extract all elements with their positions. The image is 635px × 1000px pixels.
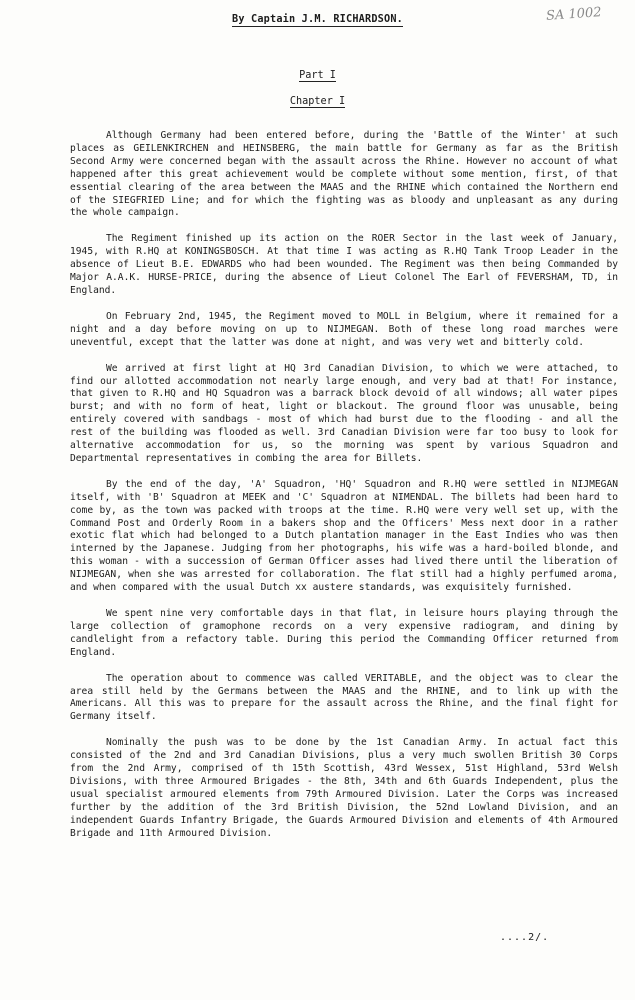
chapter-heading-text: Chapter I xyxy=(289,96,346,107)
paragraph-7: The operation about to commence was called VERITABLE, and the object was to clear the area still held by the Germans between the MAAS and the RHINE, and to link up with the Americans. All this was to prepare for the assault across the Rhine, and the final fight for Germany itself. xyxy=(70,672,618,723)
paragraph-8: Nominally the push was to be done by the 1st Canadian Army. In actual fact this consisted of the 2nd and 3rd Canadian Divisions, plus a very much swollen British 30 Corps from the 2nd Army, comprised of th 15th Scottish, 43rd Wessex, 51st Highland, 53rd Welsh Divisions, with three Armoured Brigades - the 8th, 34th and 6th Guards Independent, plus the usual specialist armoured elements from 79th Armoured Division. Later the Corps was increased further by the addition of the 3rd British Division, the 52nd Lowland Division, and an independent Guards Infantry Brigade, the Guards Armoured Division and elements of 4th Armoured Brigade and 11th Armoured Division. xyxy=(70,737,618,839)
part-heading-text: Part I xyxy=(299,70,336,81)
paragraph-4: We arrived at first light at HQ 3rd Canadian Division, to which we were attached, to find our allotted accommodation not nearly large enough, and very bad at that! For instance, that given to R.HQ and HQ Squadron was a barrack block devoid of all windows; all water pipes burst; and with no form of heat, light or blackout. The ground floor was unusable, being entirely covered with sandbags - most of which had burst due to the flooding - and all the rest of the building was flooded as well. 3rd Canadian Division were far too busy to look for alternative accommodation for us, so the morning was spent by various Squadron and Departmental representatives in combing the area for Billets. xyxy=(70,362,618,464)
paragraph-6: We spent nine very comfortable days in that flat, in leisure hours playing through the large collection of gramophone records on a very expensive radiogram, and dining by candlelight from a refactory table. During this period the Commanding Officer returned from England. xyxy=(70,608,618,658)
continuation-marker: ....2/. xyxy=(500,932,550,943)
part-heading xyxy=(0,70,635,81)
paragraph-2: The Regiment finished up its action on the ROER Sector in the last week of January, 1945, with R.HQ at KONINGSBOSCH. At that time I was acting as R.HQ Tank Troop Leader in the absence of Lieut B.E. EDWARDS who had been wounded. The Regiment was then being Commanded by Major A.A.K. HURSE-PRICE, during the absence of Lieut Colonel The Earl of FEVERSHAM, TD, in England. xyxy=(70,233,618,296)
paragraph-1: Although Germany had been entered before, during the 'Battle of the Winter' at such places as GEILENKIRCHEN and HEINSBERG, the main battle for Germany as far as the British Second Army were concerned began with the assault across the Rhine. However no account of what happened after this great achievement would be complete without some mention, first, of that essential clearing of the area between the MAAS and the RHINE which contained the Northern end of the SIEGFRIED Line; and for which the fighting was as bloody and unpleasant as any during the whole campaign. xyxy=(70,130,618,219)
chapter-heading xyxy=(0,96,635,107)
paragraph-3: On February 2nd, 1945, the Regiment moved to MOLL in Belgium, where it remained for a night and a day before moving on up to NIJMEGAN. Both of these long road marches were uneventful, except that the latter was done at night, and was very wet and bitterly cold. xyxy=(70,310,618,348)
archive-reference-mark: SA 1002 xyxy=(545,5,603,24)
author-byline-text: By Captain J.M. RICHARDSON. xyxy=(231,14,403,25)
author-byline xyxy=(0,14,635,25)
body-text xyxy=(70,130,618,854)
paragraph-5: By the end of the day, 'A' Squadron, 'HQ' Squadron and R.HQ were settled in NIJMEGAN itself, with 'B' Squadron at MEEK and 'C' Squadron at NIMENDAL. The billets had been hard to come by, as the town was packed with troops at the time. R.HQ were very well set up, with the Command Post and Orderly Room in a bakers shop and the Officers' Mess next door in a rather exotic flat which had belonged to a Dutch plantation manager in the East Indies who was then interned by the Japanese. Judging from her photographs, his wife was a hard-boiled blonde, and this woman - with a succession of German Officer asses had lived there until the liberation of NIJMEGAN, when she was arrested for collaboration. The flat still had a highly perfumed aroma, and when compared with the usual Dutch xx austere standards, was exquisitely furnished. xyxy=(70,478,618,594)
